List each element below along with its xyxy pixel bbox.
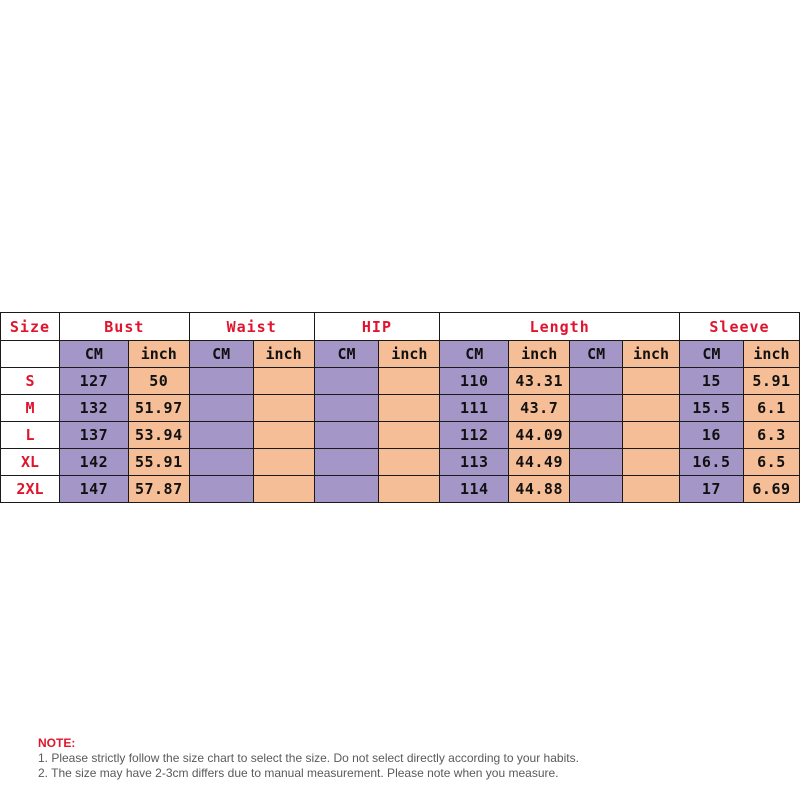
unit-cm: CM [59, 341, 128, 368]
note-title: NOTE: [38, 736, 76, 750]
inch-value-cell [379, 395, 440, 422]
table-row [1, 368, 800, 395]
cm-value-cell: 15 [679, 368, 743, 395]
size-label: M [1, 395, 60, 422]
cm-value-cell [570, 449, 623, 476]
inch-value-cell [253, 368, 314, 395]
note-line: 1. Please strictly follow the size chart to select the size. Do not select directly according to your habits. [38, 751, 579, 765]
cm-value-cell: 16.5 [679, 449, 743, 476]
cm-value-cell: 113 [440, 449, 509, 476]
inch-value-cell [253, 476, 314, 503]
unit-cm: CM [440, 341, 509, 368]
size-note [38, 736, 579, 781]
cm-value-cell: 111 [440, 395, 509, 422]
inch-value-cell [253, 395, 314, 422]
unit-inch: inch [743, 341, 799, 368]
inch-value-cell: 6.3 [743, 422, 799, 449]
inch-value-cell [623, 422, 680, 449]
inch-value-cell: 6.69 [743, 476, 799, 503]
table-row [1, 476, 800, 503]
inch-value-cell: 51.97 [128, 395, 189, 422]
cm-value-cell [314, 395, 379, 422]
inch-value-cell [253, 422, 314, 449]
cm-value-cell: 110 [440, 368, 509, 395]
size-label: S [1, 368, 60, 395]
inch-value-cell: 6.5 [743, 449, 799, 476]
inch-value-cell: 55.91 [128, 449, 189, 476]
cm-value-cell [189, 449, 253, 476]
cm-value-cell: 137 [59, 422, 128, 449]
cm-value-cell: 127 [59, 368, 128, 395]
inch-value-cell [623, 476, 680, 503]
unit-cm: CM [679, 341, 743, 368]
inch-value-cell: 5.91 [743, 368, 799, 395]
group-header-sleeve: Sleeve [679, 313, 799, 341]
table-row [1, 449, 800, 476]
cm-value-cell: 132 [59, 395, 128, 422]
cm-value-cell [570, 368, 623, 395]
unit-inch: inch [253, 341, 314, 368]
inch-value-cell [623, 395, 680, 422]
size-unit-blank [1, 341, 60, 368]
group-header-waist: Waist [189, 313, 314, 341]
group-header-bust: Bust [59, 313, 189, 341]
inch-value-cell: 53.94 [128, 422, 189, 449]
cm-value-cell [189, 476, 253, 503]
cm-value-cell: 114 [440, 476, 509, 503]
group-header-row [1, 313, 800, 341]
inch-value-cell: 44.09 [509, 422, 570, 449]
inch-value-cell [623, 449, 680, 476]
cm-value-cell [314, 476, 379, 503]
unit-inch: inch [509, 341, 570, 368]
inch-value-cell: 6.1 [743, 395, 799, 422]
unit-cm: CM [189, 341, 253, 368]
cm-value-cell: 147 [59, 476, 128, 503]
size-chart-table [0, 312, 800, 503]
table-row [1, 422, 800, 449]
inch-value-cell [379, 449, 440, 476]
table-row [1, 395, 800, 422]
cm-value-cell: 16 [679, 422, 743, 449]
cm-value-cell [314, 449, 379, 476]
inch-value-cell [379, 368, 440, 395]
cm-value-cell [570, 395, 623, 422]
inch-value-cell: 50 [128, 368, 189, 395]
inch-value-cell: 43.7 [509, 395, 570, 422]
inch-value-cell: 44.88 [509, 476, 570, 503]
size-label: XL [1, 449, 60, 476]
inch-value-cell [623, 368, 680, 395]
size-label: L [1, 422, 60, 449]
unit-inch: inch [379, 341, 440, 368]
cm-value-cell [314, 368, 379, 395]
inch-value-cell: 44.49 [509, 449, 570, 476]
cm-value-cell: 142 [59, 449, 128, 476]
unit-inch: inch [128, 341, 189, 368]
inch-value-cell [379, 422, 440, 449]
unit-inch: inch [623, 341, 680, 368]
cm-value-cell [189, 422, 253, 449]
group-header-length: Length [440, 313, 680, 341]
inch-value-cell [253, 449, 314, 476]
cm-value-cell [570, 476, 623, 503]
size-header: Size [1, 313, 60, 341]
cm-value-cell [189, 395, 253, 422]
cm-value-cell [314, 422, 379, 449]
cm-value-cell [189, 368, 253, 395]
size-label: 2XL [1, 476, 60, 503]
unit-header-row [1, 341, 800, 368]
unit-cm: CM [570, 341, 623, 368]
inch-value-cell: 43.31 [509, 368, 570, 395]
cm-value-cell: 17 [679, 476, 743, 503]
cm-value-cell [570, 422, 623, 449]
cm-value-cell: 15.5 [679, 395, 743, 422]
note-line: 2. The size may have 2-3cm differs due to manual measurement. Please note when you measure. [38, 766, 559, 780]
inch-value-cell [379, 476, 440, 503]
unit-cm: CM [314, 341, 379, 368]
group-header-hip: HIP [314, 313, 440, 341]
cm-value-cell: 112 [440, 422, 509, 449]
inch-value-cell: 57.87 [128, 476, 189, 503]
